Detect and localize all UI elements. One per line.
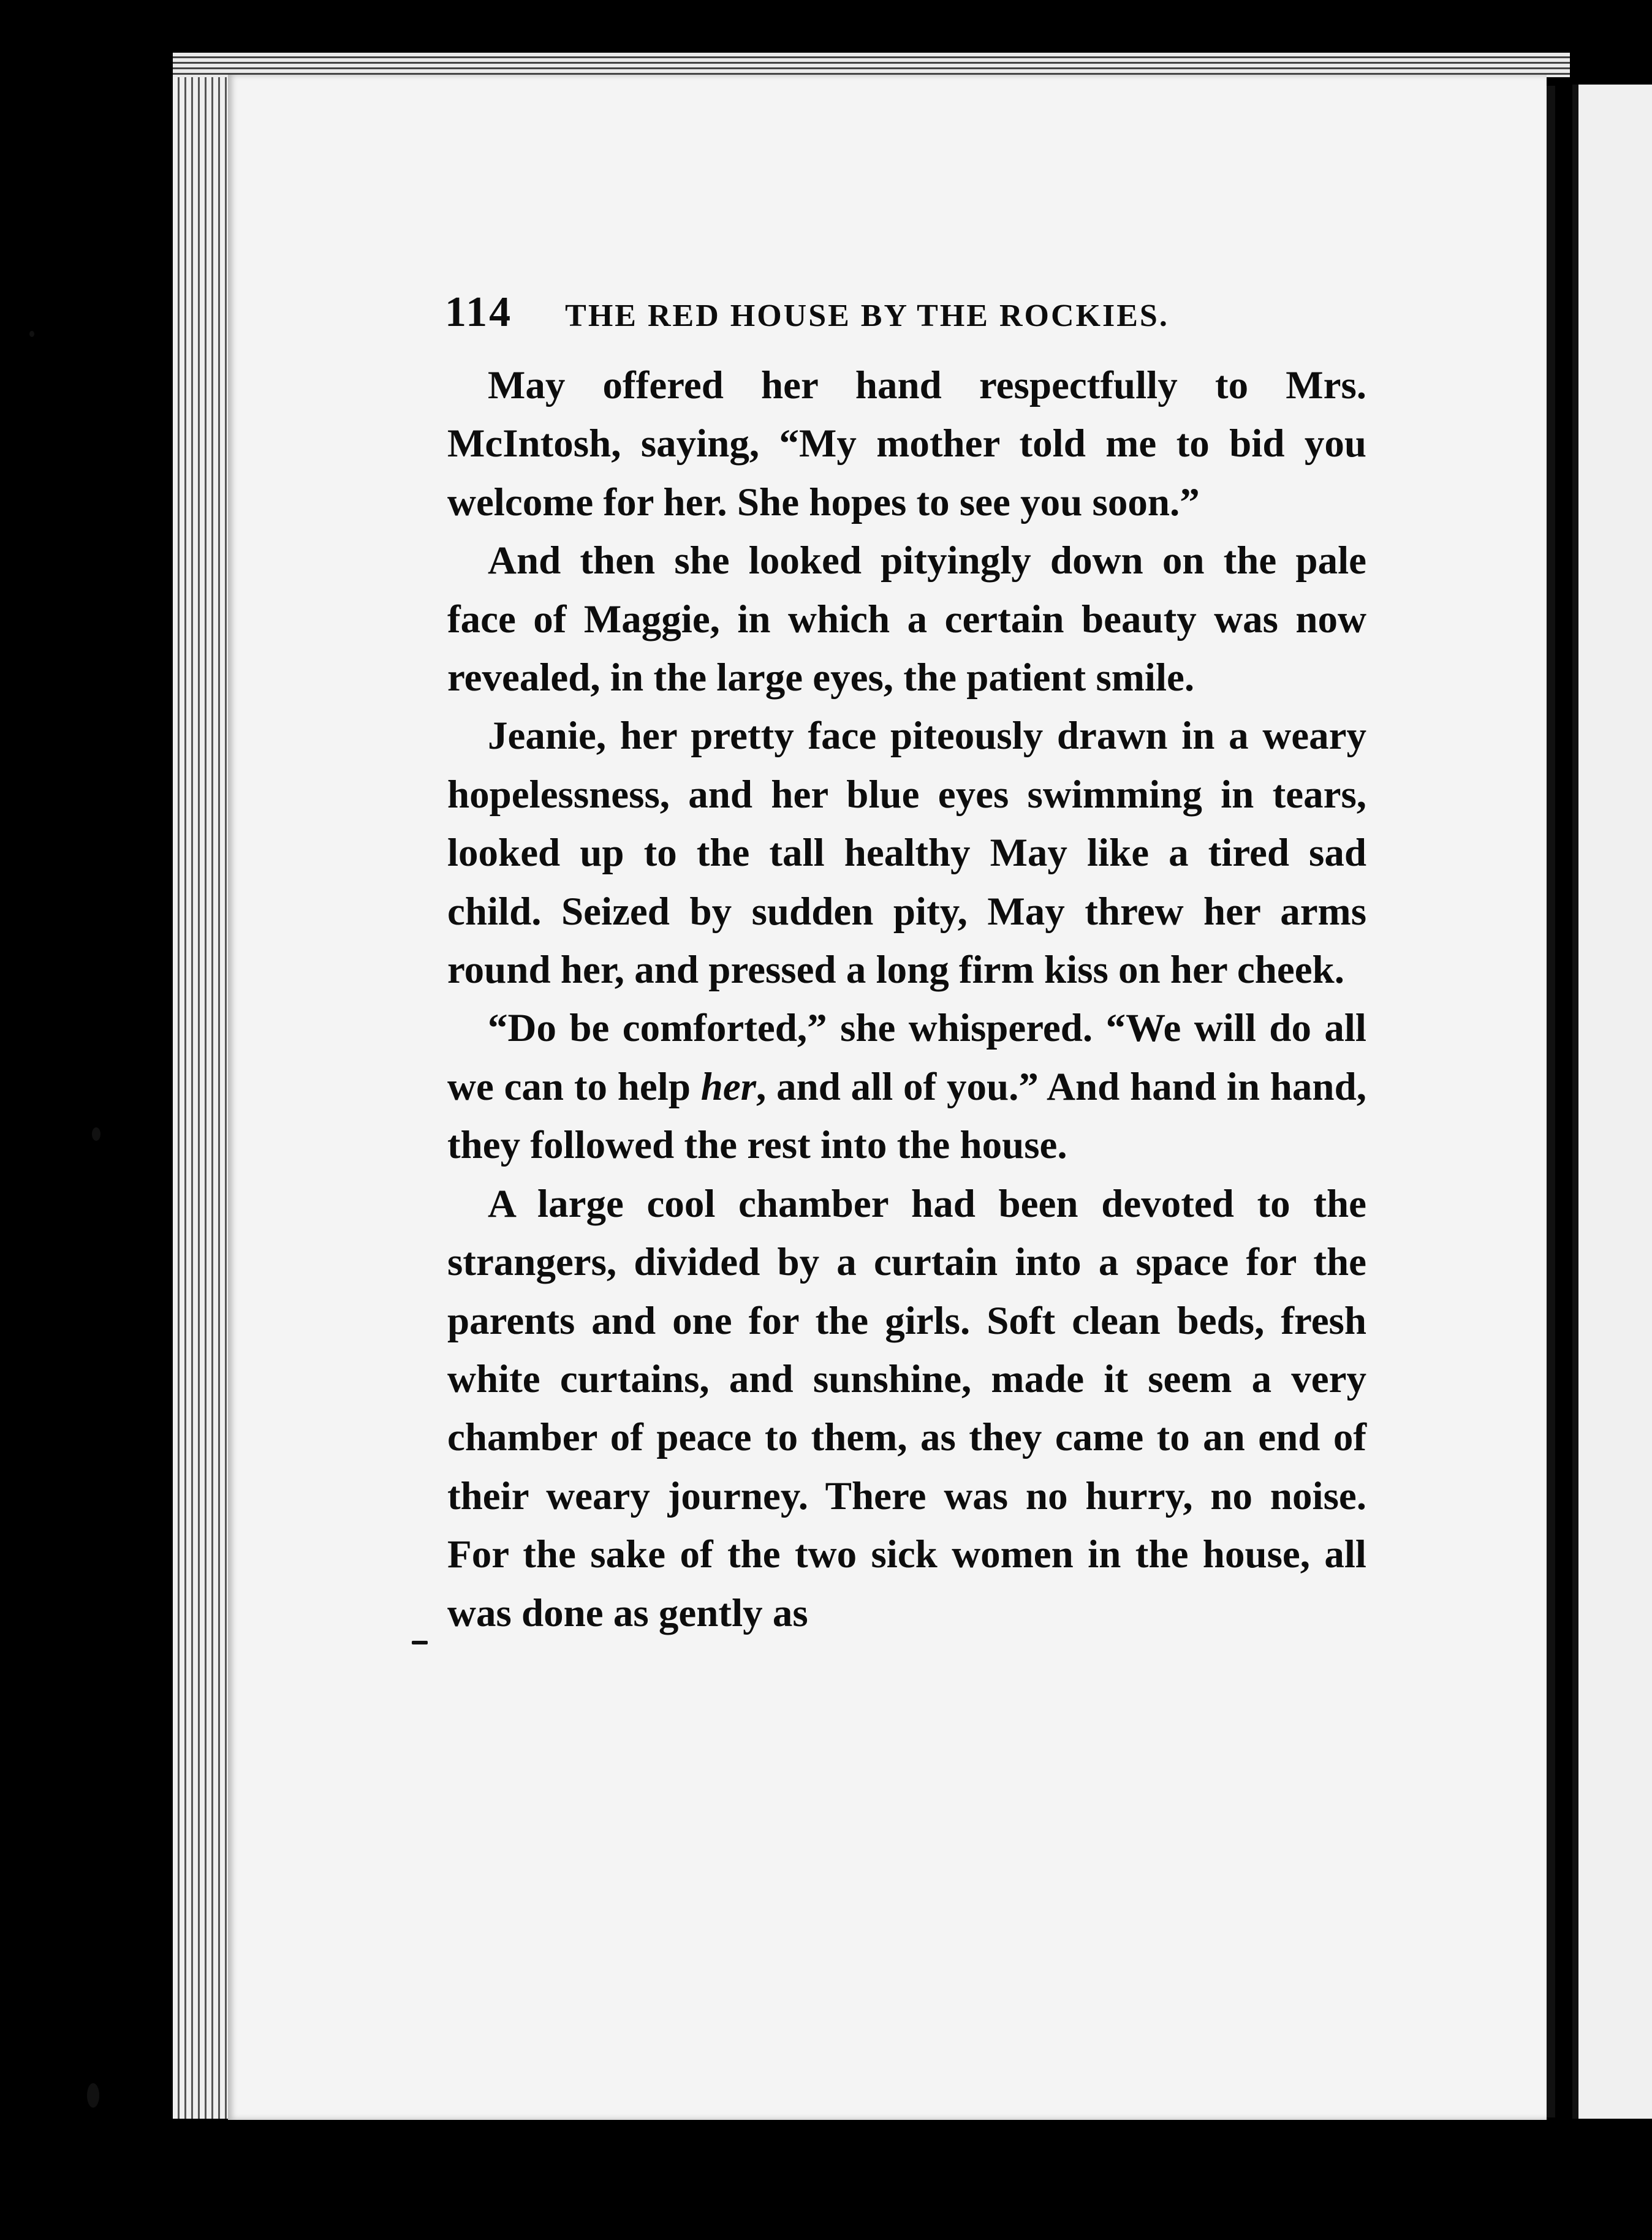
paragraph-text: “Do be comforted,” she whispered. “We will do all we can to help [447,1006,1366,1109]
scan-speck [29,331,34,337]
scan-speck [92,1127,100,1141]
paragraph: A large cool chamber had been devoted to the strangers, divided by a curtain into a space for the parents and one for the girls. Soft clean beds, fresh white curtains, and sunshine, made it seem a very chamber of peace to them, as they came to an end of their weary journey. There was no hurry, no noise. For the sake of the two sick women in the house, all was done as gently as [447,1181,1366,1635]
facing-page-edge [1572,85,1652,2119]
scan-speck [87,2083,99,2108]
paragraph-text: , and all of you.” And hand in hand, they followed the rest into the house. [447,1064,1366,1168]
paragraph: And then she looked pityingly down on the pale face of Maggie, in which a certain beauty was now revealed, in the large eyes, the patient smile. [447,539,1366,700]
paragraph: May offered her hand respectfully to Mrs. McIntosh, saying, “My mother told me to bid you welcome for her. She hopes to see you soon.” [447,363,1366,524]
page-edges-top [173,53,1570,77]
paragraph: Jeanie, her pretty face piteously drawn in a weary hopelessness, and her blue eyes swimming in tears, looked up to the tall healthy May like a tired sad child. Seized by sudden pity, May threw her arms round her, and pressed a long firm kiss on her cheek. [447,714,1366,993]
running-title: THE RED HOUSE BY THE ROCKIES. [565,298,1169,333]
running-head [445,288,1366,361]
scan-speck [412,1641,428,1644]
paragraph [447,999,1366,1175]
page-number: 114 [445,289,513,336]
emphasized-word: her [700,1064,757,1109]
gutter-shadow [1547,86,1555,2117]
page-text [447,288,1366,1643]
